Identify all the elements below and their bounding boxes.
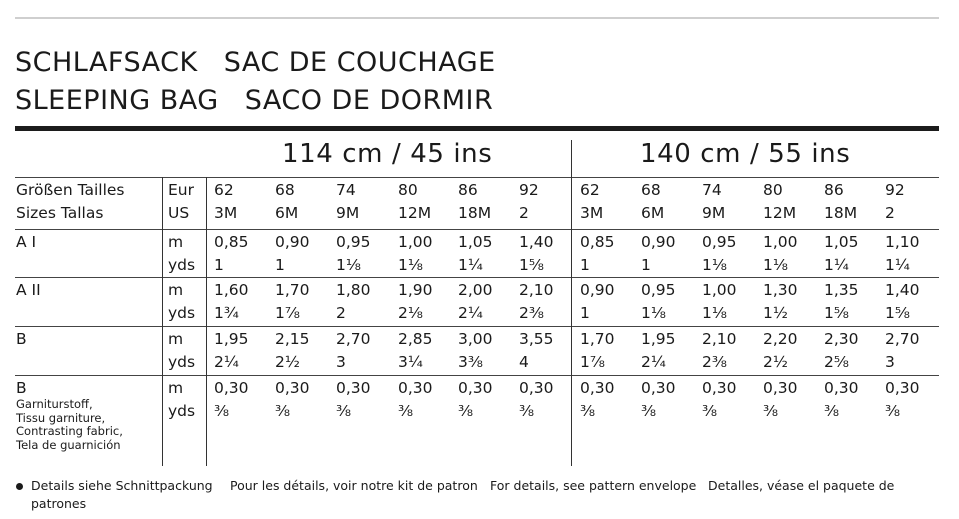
footnote-es: Detalles, véase el paquete de	[708, 478, 895, 493]
yards-cell: 1	[580, 256, 590, 274]
column-divider-sizes	[206, 177, 207, 466]
meters-cell: 0,95	[641, 281, 676, 299]
column-divider-unit	[162, 177, 163, 466]
size-us-cell: 3M	[214, 204, 238, 222]
yards-cell: 2⅛	[398, 304, 423, 322]
size-us-cell: 3M	[580, 204, 604, 222]
unit-m: m	[168, 233, 184, 251]
yards-cell: 2⅝	[824, 353, 849, 371]
meters-cell: 1,10	[885, 233, 920, 251]
title-line-2	[15, 87, 493, 114]
size-eur-cell: 74	[336, 181, 356, 199]
yards-cell: 4	[519, 353, 529, 371]
table-rule-header	[15, 177, 939, 178]
size-us-cell: 18M	[458, 204, 492, 222]
yards-cell: ⅜	[702, 402, 718, 420]
meters-cell: 1,60	[214, 281, 249, 299]
yards-cell: 1¼	[885, 256, 910, 274]
size-us-cell: 12M	[398, 204, 432, 222]
meters-cell: 1,80	[336, 281, 371, 299]
meters-cell: 0,30	[702, 379, 737, 397]
yards-cell: 1⅛	[336, 256, 361, 274]
size-eur-cell: 74	[702, 181, 722, 199]
yards-cell: 1⅞	[275, 304, 300, 322]
meters-cell: 2,70	[336, 330, 371, 348]
size-us-cell: 9M	[702, 204, 726, 222]
meters-cell: 0,95	[702, 233, 737, 251]
yards-cell: 2⅜	[702, 353, 727, 371]
yards-cell: ⅜	[275, 402, 291, 420]
yards-cell: ⅜	[763, 402, 779, 420]
size-eur-cell: 86	[824, 181, 844, 199]
meters-cell: 2,20	[763, 330, 798, 348]
yards-cell: ⅜	[641, 402, 657, 420]
yards-cell: ⅜	[519, 402, 535, 420]
unit-m: m	[168, 379, 184, 397]
meters-cell: 1,00	[398, 233, 433, 251]
yards-cell: 1	[580, 304, 590, 322]
yards-cell: 3	[885, 353, 895, 371]
yards-cell: 1⅛	[702, 256, 727, 274]
bullet-icon	[16, 483, 23, 490]
size-eur-cell: 86	[458, 181, 478, 199]
top-rule	[15, 17, 939, 19]
size-us-cell: 18M	[824, 204, 858, 222]
size-us-cell: 9M	[336, 204, 360, 222]
unit-yds: yds	[168, 256, 196, 274]
row-label: B	[16, 379, 27, 397]
meters-cell: 1,30	[763, 281, 798, 299]
meters-cell: 0,30	[641, 379, 676, 397]
meters-cell: 1,90	[398, 281, 433, 299]
yards-cell: 1½	[763, 304, 788, 322]
meters-cell: 0,30	[275, 379, 310, 397]
meters-cell: 1,35	[824, 281, 859, 299]
table-rule-row-1	[15, 229, 939, 230]
yards-cell: 1¼	[458, 256, 483, 274]
meters-cell: 0,30	[458, 379, 493, 397]
yards-cell: 1	[214, 256, 224, 274]
unit-m: m	[168, 281, 184, 299]
unit-yds: yds	[168, 402, 196, 420]
meters-cell: 0,90	[275, 233, 310, 251]
meters-cell: 1,05	[458, 233, 493, 251]
unit-yds: yds	[168, 353, 196, 371]
yards-cell: 1	[275, 256, 285, 274]
size-eur-cell: 80	[763, 181, 783, 199]
yards-cell: 1⅛	[763, 256, 788, 274]
meters-cell: 0,30	[519, 379, 554, 397]
column-divider-width	[571, 140, 572, 466]
yards-cell: 2¼	[214, 353, 239, 371]
yards-cell: 1⅛	[398, 256, 423, 274]
yards-cell: ⅜	[398, 402, 414, 420]
title-fr: SAC DE COUCHAGE	[223, 47, 496, 78]
meters-cell: 2,10	[519, 281, 554, 299]
meters-cell: 1,70	[580, 330, 615, 348]
title-rule	[15, 126, 939, 131]
yards-cell: 1⅝	[885, 304, 910, 322]
meters-cell: 1,00	[702, 281, 737, 299]
meters-cell: 0,85	[214, 233, 249, 251]
size-eur-cell: 92	[519, 181, 539, 199]
yards-cell: ⅜	[885, 402, 901, 420]
yards-cell: ⅜	[824, 402, 840, 420]
meters-cell: 0,30	[336, 379, 371, 397]
title-line-1	[15, 49, 496, 76]
yards-cell: 2	[336, 304, 346, 322]
yards-cell: 1⅝	[519, 256, 544, 274]
yards-cell: 1⅛	[702, 304, 727, 322]
yards-cell: 3	[336, 353, 346, 371]
size-us-cell: 2	[885, 204, 895, 222]
row-label: A II	[16, 281, 41, 299]
size-eur-cell: 80	[398, 181, 418, 199]
meters-cell: 1,40	[885, 281, 920, 299]
title-de: SCHLAFSACK	[15, 47, 198, 78]
meters-cell: 2,85	[398, 330, 433, 348]
meters-cell: 0,30	[763, 379, 798, 397]
yards-cell: 2⅜	[519, 304, 544, 322]
footnote-de: Details siehe Schnittpackung	[31, 478, 213, 493]
yards-cell: ⅜	[336, 402, 352, 420]
meters-cell: 0,30	[398, 379, 433, 397]
yards-cell: 1⅝	[824, 304, 849, 322]
yards-cell: 2½	[275, 353, 300, 371]
footnote-es-cont: patrones	[31, 496, 87, 511]
meters-cell: 0,30	[214, 379, 249, 397]
meters-cell: 1,95	[641, 330, 676, 348]
yards-cell: 1⅞	[580, 353, 605, 371]
size-eur-cell: 68	[641, 181, 661, 199]
size-eur-cell: 68	[275, 181, 295, 199]
yards-cell: ⅜	[458, 402, 474, 420]
unit-eur: Eur	[168, 181, 194, 199]
size-us-cell: 6M	[275, 204, 299, 222]
meters-cell: 1,70	[275, 281, 310, 299]
table-rule-row-2	[15, 277, 939, 278]
meters-cell: 0,95	[336, 233, 371, 251]
meters-cell: 2,70	[885, 330, 920, 348]
row-sublabel: Garniturstoff, Tissu garniture, Contrasting fabric, Tela de guarnición	[16, 397, 123, 452]
size-us-cell: 12M	[763, 204, 797, 222]
yards-cell: 1	[641, 256, 651, 274]
yards-cell: 2½	[763, 353, 788, 371]
meters-cell: 0,90	[641, 233, 676, 251]
size-label-en-es: Sizes Tallas	[16, 204, 104, 222]
meters-cell: 3,55	[519, 330, 554, 348]
meters-cell: 1,95	[214, 330, 249, 348]
size-us-cell: 2	[519, 204, 529, 222]
meters-cell: 1,00	[763, 233, 798, 251]
yards-cell: ⅜	[580, 402, 596, 420]
meters-cell: 2,10	[702, 330, 737, 348]
row-label: A I	[16, 233, 37, 251]
unit-us: US	[168, 204, 190, 222]
meters-cell: 1,40	[519, 233, 554, 251]
row-label: B	[16, 330, 27, 348]
footnote-en: For details, see pattern envelope	[490, 478, 697, 493]
meters-cell: 2,15	[275, 330, 310, 348]
yards-cell: 3⅜	[458, 353, 483, 371]
yards-cell: 3¼	[398, 353, 423, 371]
footnote-fr: Pour les détails, voir notre kit de patron	[230, 478, 478, 493]
unit-yds: yds	[168, 304, 196, 322]
size-us-cell: 6M	[641, 204, 665, 222]
size-eur-cell: 92	[885, 181, 905, 199]
yards-cell: 2¼	[458, 304, 483, 322]
title-en: SLEEPING BAG	[15, 85, 219, 116]
meters-cell: 0,30	[824, 379, 859, 397]
meters-cell: 0,30	[885, 379, 920, 397]
width-header-140: 140 cm / 55 ins	[640, 139, 851, 169]
unit-m: m	[168, 330, 184, 348]
meters-cell: 0,30	[580, 379, 615, 397]
width-header-114: 114 cm / 45 ins	[282, 139, 493, 169]
meters-cell: 0,90	[580, 281, 615, 299]
yards-cell: 1¾	[214, 304, 239, 322]
size-eur-cell: 62	[580, 181, 600, 199]
table-rule-row-3	[15, 326, 939, 327]
title-es: SACO DE DORMIR	[244, 85, 494, 116]
yards-cell: 1¼	[824, 256, 849, 274]
meters-cell: 2,00	[458, 281, 493, 299]
meters-cell: 2,30	[824, 330, 859, 348]
size-eur-cell: 62	[214, 181, 234, 199]
yards-cell: 1⅛	[641, 304, 666, 322]
meters-cell: 3,00	[458, 330, 493, 348]
meters-cell: 1,05	[824, 233, 859, 251]
meters-cell: 0,85	[580, 233, 615, 251]
yards-cell: 2¼	[641, 353, 666, 371]
yards-cell: ⅜	[214, 402, 230, 420]
table-rule-row-4	[15, 375, 939, 376]
size-label-de-fr: Größen Tailles	[16, 181, 125, 199]
